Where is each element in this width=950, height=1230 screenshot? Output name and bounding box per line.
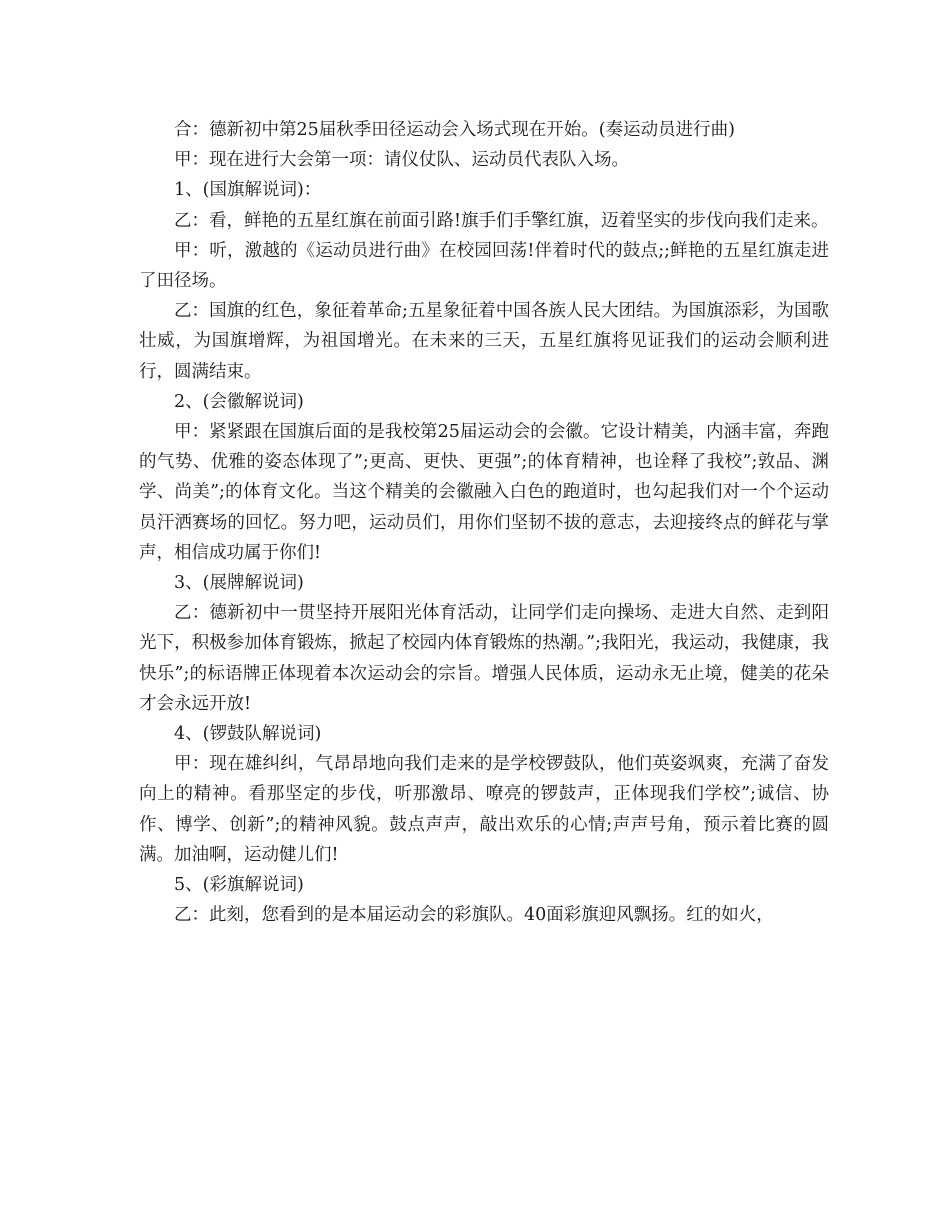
paragraph-flag-3: 乙：国旗的红色，象征着革命;五星象征着中国各族人民大团结。为国旗添彩，为国歌壮威，为国旗增辉，为祖国增光。在未来的三天，五星红旗将见证我们的运动会顺利进行，圆满结束。	[139, 301, 829, 382]
section-heading-emblem: 2、(会徽解说词)	[174, 391, 304, 412]
paragraph-first-item: 甲：现在进行大会第一项：请仪仗队、运动员代表队入场。	[174, 150, 629, 171]
paragraph-flag-1: 乙：看，鲜艳的五星红旗在前面引路!旗手们手擎红旗，迈着坚实的步伐向我们走来。	[174, 210, 829, 231]
paragraph-opening: 合：德新初中第25届秋季田径运动会入场式现在开始。(奏运动员进行曲)	[174, 120, 735, 140]
section-heading-flag: 1、(国旗解说词)：	[174, 180, 322, 201]
section-heading-drum-team: 4、(锣鼓队解说词)	[174, 724, 322, 745]
section-heading-color-flags: 5、(彩旗解说词)	[174, 875, 304, 896]
section-heading-signboard: 3、(展牌解说词)	[174, 573, 304, 594]
paragraph-emblem: 甲：紧紧跟在国旗后面的是我校第25届运动会的会徽。它设计精美，内涵丰富，奔跑的气势、优雅的姿态体现了”;更高、更快、更强”;的体育精神，也诠释了我校”;敦品、渊学、尚美”;的体育文化。当这个精美的会徽融入白色的跑道时，也勾起我们对一个个运动员汗洒赛场的回忆。努力吧，运动员们，用你们坚韧不拔的意志，去迎接终点的鲜花与掌声，相信成功属于你们!	[139, 422, 829, 563]
paragraph-drum-team: 甲：现在雄纠纠，气昂昂地向我们走来的是学校锣鼓队，他们英姿飒爽，充满了奋发向上的精神。看那坚定的步伐，听那激昂、嘹亮的锣鼓声，正体现我们学校”;诚信、协作、博学、创新”;的精神风貌。鼓点声声，敲出欢乐的心情;声声号角，预示着比赛的圆满。加油啊，运动健儿们!	[139, 754, 829, 865]
paragraph-flag-2: 甲：听，激越的《运动员进行曲》在校园回荡!伴着时代的鼓点;;鲜艳的五星红旗走进了田径场。	[139, 240, 829, 292]
document-page	[139, 115, 829, 930]
paragraph-color-flags: 乙：此刻，您看到的是本届运动会的彩旗队。40面彩旗迎风飘扬。红的如火，	[174, 905, 774, 926]
paragraph-signboard: 乙：德新初中一贯坚持开展阳光体育活动，让同学们走向操场、走进大自然、走到阳光下，积极参加体育锻炼，掀起了校园内体育锻炼的热潮。”;我阳光，我运动，我健康，我快乐”;的标语牌正体现着本次运动会的宗旨。增强人民体质，运动永无止境，健美的花朵才会永远开放!	[139, 603, 829, 714]
